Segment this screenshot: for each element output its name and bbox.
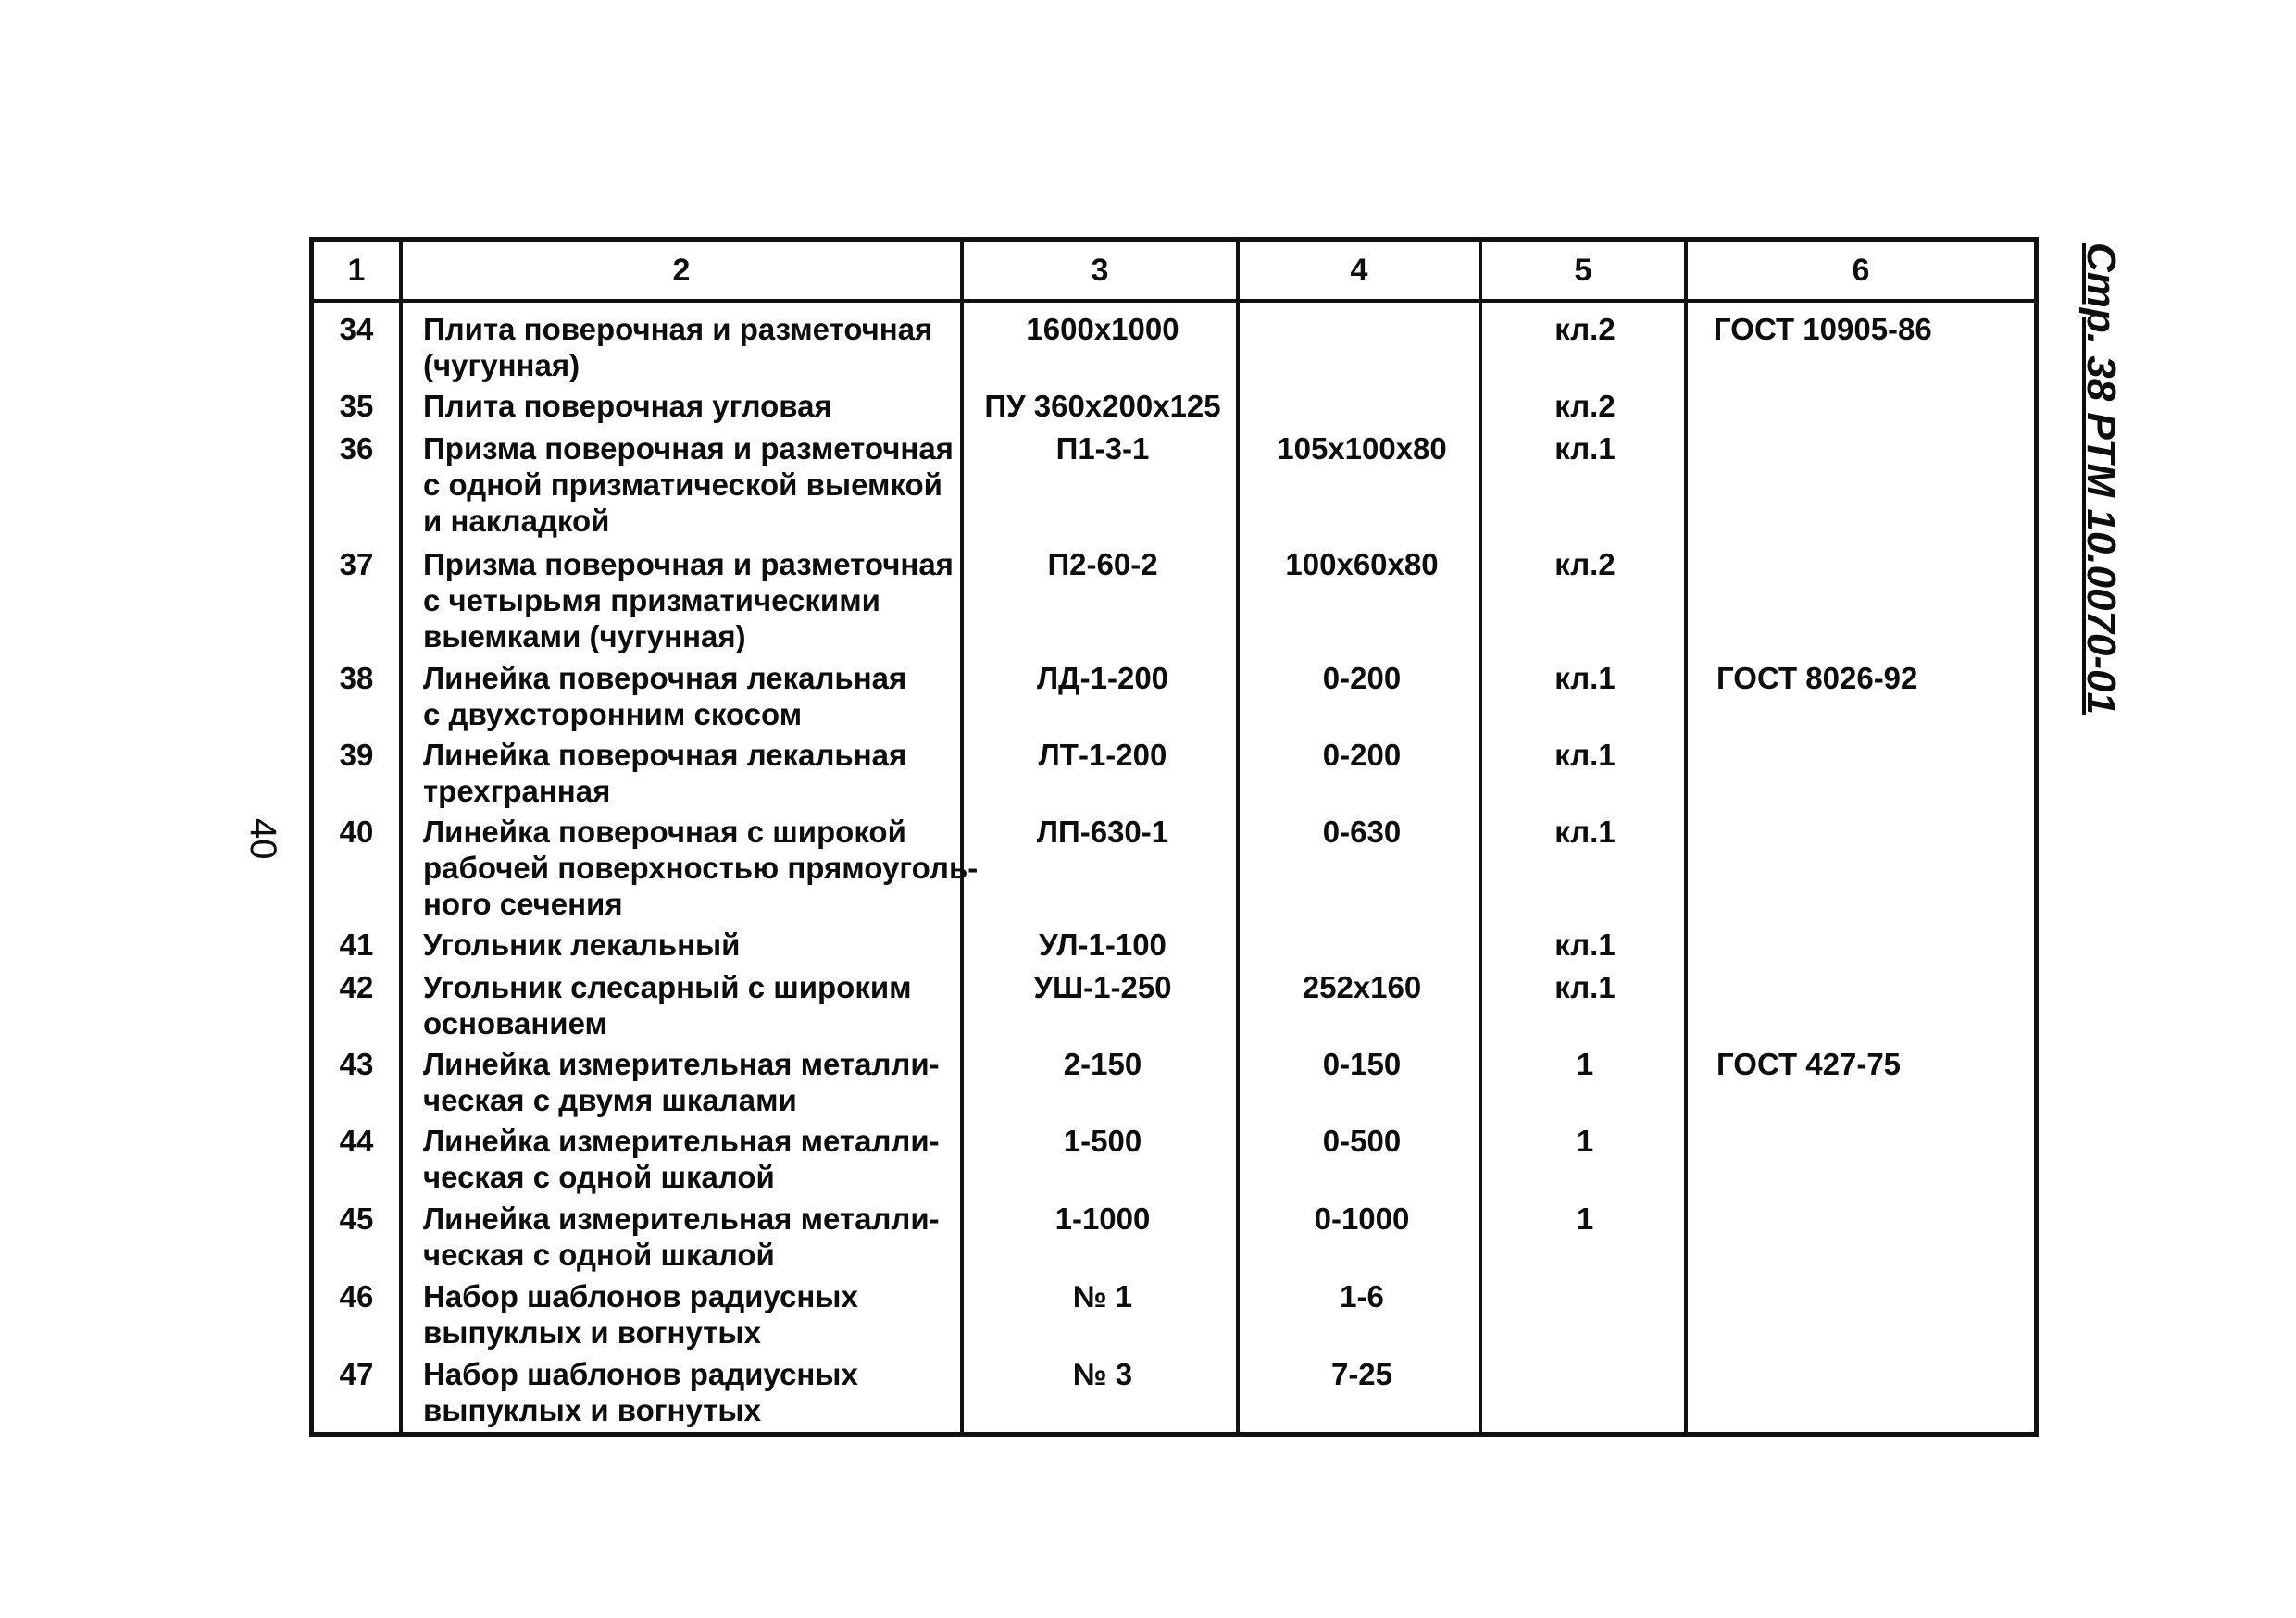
row-number: 37: [339, 547, 374, 581]
item-type: ЛТ-1-200: [1038, 738, 1167, 772]
item-type: ПУ 360х200х125: [984, 389, 1221, 423]
item-class: 1: [1576, 1201, 1594, 1236]
item-range: 1-6: [1340, 1279, 1384, 1313]
item-range: 100х60х80: [1285, 547, 1439, 581]
item-name: Набор шаблонов радиусных выпуклых и вогнутых: [423, 1357, 858, 1427]
item-type: П1-3-1: [1055, 431, 1150, 466]
item-range: 0-630: [1322, 815, 1402, 849]
item-class: кл.1: [1554, 927, 1616, 962]
item-class: 1: [1576, 1047, 1594, 1081]
item-type: 1-1000: [1054, 1201, 1151, 1236]
item-type: ЛД-1-200: [1036, 661, 1169, 695]
row-number: 44: [339, 1124, 374, 1158]
row-number: 39: [339, 738, 374, 772]
row-number: 36: [339, 431, 374, 466]
item-standard: ГОСТ 8026-92: [1716, 661, 1918, 695]
item-standard: ГОСТ 10905-86: [1714, 312, 1932, 346]
row-number: 47: [339, 1357, 374, 1391]
header-divider: [314, 299, 2034, 303]
row-number: 46: [339, 1279, 374, 1313]
item-class: кл.1: [1554, 431, 1616, 466]
item-type: 2-150: [1063, 1047, 1142, 1081]
column-header: 4: [1350, 252, 1368, 288]
row-number: 42: [339, 970, 374, 1004]
item-type: 1600х1000: [1026, 312, 1179, 346]
item-range: 0-1000: [1314, 1201, 1410, 1236]
item-range: 7-25: [1330, 1357, 1393, 1391]
item-class: кл.2: [1554, 547, 1616, 581]
row-number: 41: [339, 927, 374, 962]
item-type: ЛП-630-1: [1036, 815, 1169, 849]
item-type: П2-60-2: [1047, 547, 1158, 581]
item-name: Линейка поверочная лекальная трехгранная: [423, 738, 907, 808]
item-class: кл.1: [1554, 738, 1616, 772]
item-standard: ГОСТ 427-75: [1716, 1047, 1902, 1081]
item-range: 252х160: [1302, 970, 1422, 1004]
page-number: 40: [243, 818, 283, 860]
item-type: 1-500: [1063, 1124, 1142, 1158]
item-name: Плита поверочная и разметочная (чугунная): [423, 312, 933, 382]
column-divider: [399, 242, 403, 1432]
item-class: кл.2: [1554, 389, 1616, 423]
column-header: 2: [672, 252, 691, 288]
item-range: 105х100х80: [1277, 431, 1447, 466]
item-class: кл.1: [1554, 661, 1616, 695]
item-name: Плита поверочная угловая: [423, 389, 832, 423]
row-number: 45: [339, 1201, 374, 1236]
item-name: Угольник слесарный с широким основанием: [423, 970, 912, 1040]
item-range: 0-150: [1322, 1047, 1402, 1081]
row-number: 34: [339, 312, 374, 346]
item-type: № 1: [1072, 1279, 1133, 1313]
item-name: Линейка поверочная лекальная с двухсторонним скосом: [423, 661, 907, 731]
item-name: Угольник лекальный: [423, 927, 741, 962]
column-header: 6: [1852, 252, 1870, 288]
item-range: 0-500: [1322, 1124, 1402, 1158]
item-name: Набор шаблонов радиусных выпуклых и вогнутых: [423, 1279, 858, 1350]
item-range: 0-200: [1322, 661, 1402, 695]
column-header: 5: [1574, 252, 1592, 288]
row-number: 35: [339, 389, 374, 423]
document-reference-label: Стр. 38 РТМ 10.0070-01: [2078, 243, 2124, 715]
item-type: УЛ-1-100: [1039, 927, 1167, 962]
item-class: кл.1: [1554, 970, 1616, 1004]
row-number: 38: [339, 661, 374, 695]
item-type: № 3: [1072, 1357, 1133, 1391]
item-name: Линейка измерительная металли- ческая с одной шкалой: [423, 1201, 940, 1272]
row-number: 43: [339, 1047, 374, 1081]
item-name: Призма поверочная и разметочная с четырьмя призматическими выемками (чугунная): [423, 547, 954, 653]
item-name: Линейка поверочная с широкой рабочей поверхностью прямоуголь- ного сечения: [423, 815, 979, 921]
item-class: 1: [1576, 1124, 1594, 1158]
item-name: Призма поверочная и разметочная с одной призматической выемкой и накладкой: [423, 431, 954, 538]
row-number: 40: [339, 815, 374, 849]
column-header: 1: [347, 252, 366, 288]
item-class: кл.2: [1554, 312, 1616, 346]
item-class: кл.1: [1554, 815, 1616, 849]
item-name: Линейка измерительная металли- ческая с одной шкалой: [423, 1124, 940, 1194]
item-name: Линейка измерительная металли- ческая с двумя шкалами: [423, 1047, 940, 1117]
item-range: 0-200: [1322, 738, 1402, 772]
column-header: 3: [1091, 252, 1109, 288]
equipment-table: [309, 237, 2039, 1437]
item-type: УШ-1-250: [1033, 970, 1172, 1004]
